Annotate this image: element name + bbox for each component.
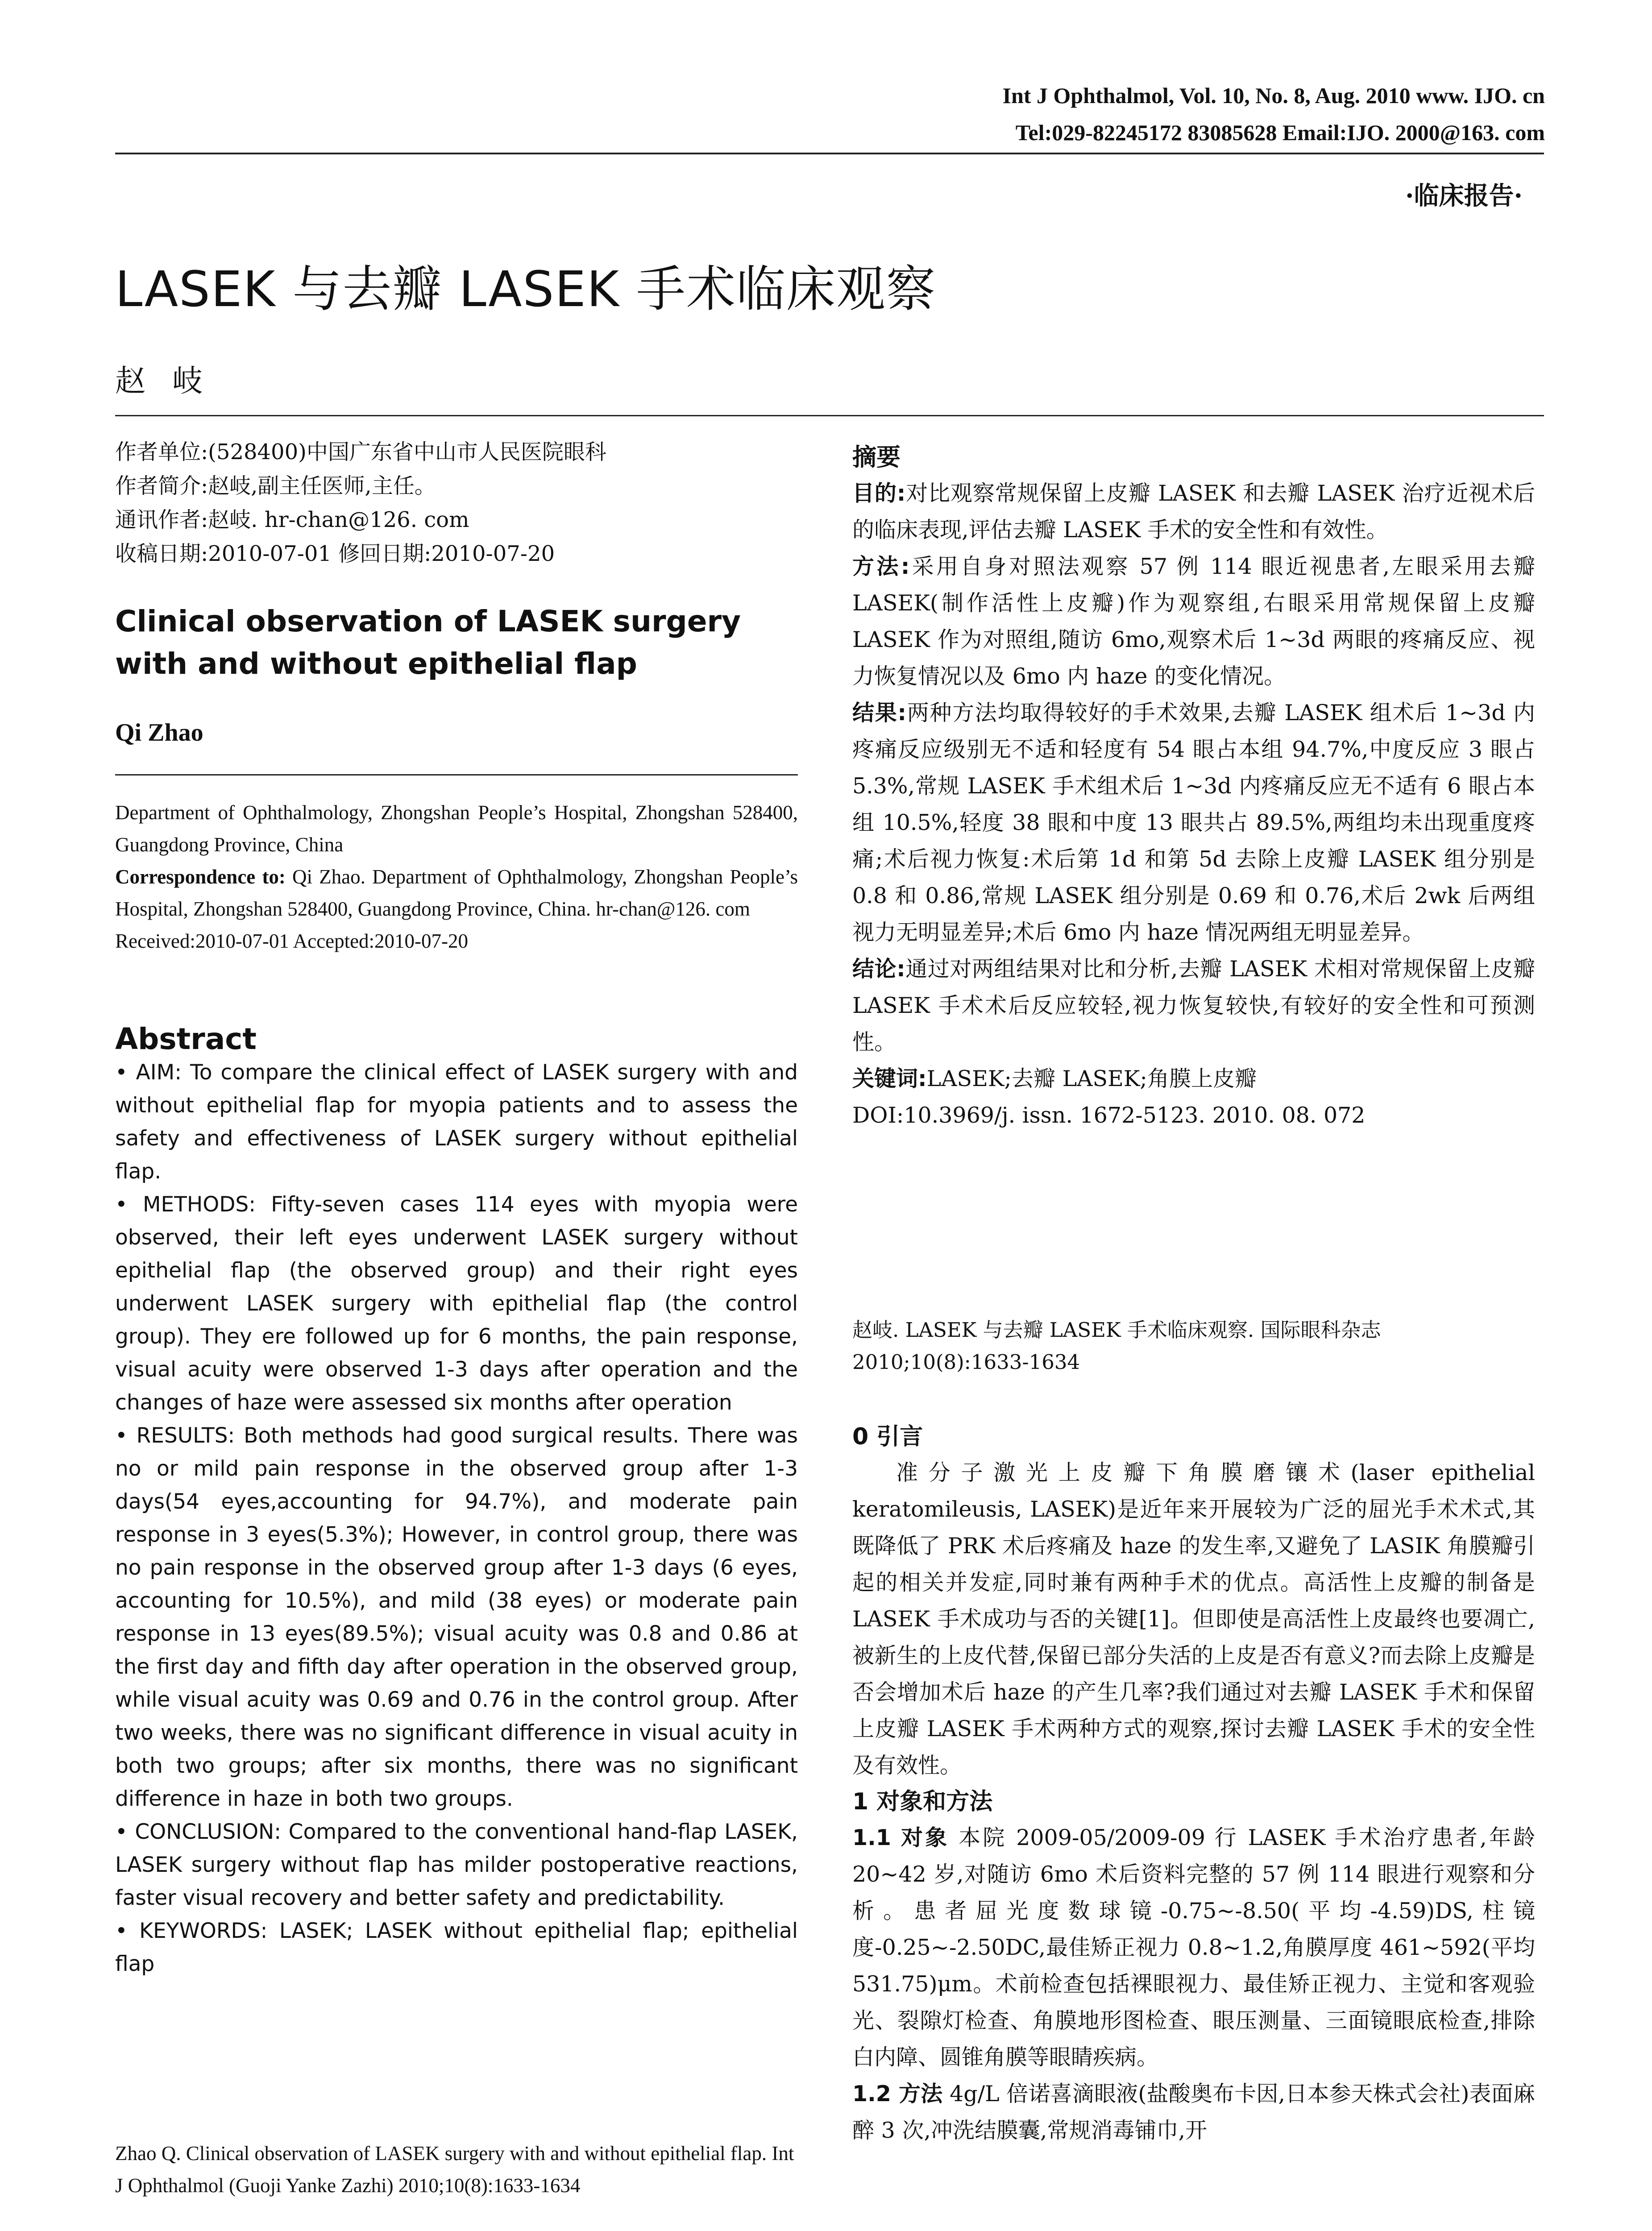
author-unit: 作者单位:(528400)中国广东省中山市人民医院眼科	[115, 440, 606, 464]
abstract-conclusion: • CONCLUSION: Compared to the conventional hand-flap LASEK, LASEK surgery without flap has milder postoperative reactions, faster visual recovery and better safety and predictability.	[115, 1820, 798, 1910]
english-author: Qi Zhao	[115, 719, 203, 746]
intro-paragraph: 准分子激光上皮瓣下角膜磨镶术(laser epithelial keratomileusis, LASEK)是近年来开展较为广泛的屈光手术术式,其既降低了 PRK 术后疼痛及 haze 的发生率,又避免了 LASIK 角膜瓣引起的相关并发症,同时兼有两种手术的优点。高活性上皮瓣的制备是 LASEK 手术成功与否的关键[1]。但即使是高活性上皮最终也要凋亡,被新生的上皮代替,保留已部分失活的上皮是否有意义?而去除上皮瓣是否会增加术后 haze 的产生几率?我们通过对去瓣 LASEK 手术和保留上皮瓣 LASEK 手术两种方式的观察,探讨去瓣 LASEK 手术的安全性及有效性。	[852, 1460, 1535, 1778]
citation-cn: 赵岐. LASEK 与去瓣 LASEK 手术临床观察. 国际眼科杂志 2010;10(8):1633-1634	[852, 1318, 1381, 1374]
corresponding-author: 通讯作者:赵岐. hr-chan@126. com	[115, 507, 469, 532]
author-meta	[115, 435, 798, 571]
results-text: 两种方法均取得较好的手术效果,去瓣 LASEK 组术后 1~3d 内疼痛反应级别无不适和轻度有 54 眼占本组 94.7%,中度反应 3 眼占 5.3%,常规 LASEK 手术组术后 1~3d 内疼痛反应无不适有 6 眼占本组 10.5%,轻度 38 眼和中度 13 眼共占 89.5%,两组均未出现重度疼痛;术后视力恢复:术后第 1d 和第 5d 去除上皮瓣 LASEK 组分别是 0.8 和 0.86,常规 LASEK 组分别是 0.69 和 0.76,术后 2wk 后两组视力无明显差异;术后 6mo 内 haze 情况两组无明显差异。	[852, 700, 1535, 945]
section12-paragraph	[852, 2076, 1535, 2149]
aim-label: 目的:	[852, 481, 906, 506]
section12-label: 1.2 方法	[852, 2081, 943, 2107]
doi: DOI:10.3969/j. issn. 1672-5123. 2010. 08. 072	[852, 1103, 1366, 1128]
citation-en: Zhao Q. Clinical observation of LASEK surgery with and without epithelial flap. Int J Ophthalmol (Guoji Yanke Zazhi) 2010;10(8):1633-1634	[115, 2142, 794, 2197]
methods-label: 方法:	[852, 554, 910, 579]
correspondence-label: Correspondence to:	[115, 866, 286, 888]
abstract-cn-aim	[852, 475, 1535, 548]
title-rule	[115, 415, 1544, 416]
intro-heading: 0 引言	[852, 1423, 923, 1450]
author-bio: 作者简介:赵岐,副主任医师,主任。	[115, 473, 436, 498]
correspondence	[115, 861, 798, 925]
page-title: LASEK 与去瓣 LASEK 手术临床观察	[115, 261, 936, 318]
abstract-cn-methods	[852, 548, 1535, 695]
methods-text: 采用自身对照法观察 57 例 114 眼近视患者,左眼采用去瓣 LASEK(制作活性上皮瓣)作为观察组,右眼采用常规保留上皮瓣 LASEK 作为对照组,随访 6mo,观察术后 1~3d 两眼的疼痛反应、视力恢复情况以及 6mo 内 haze 的变化情况。	[852, 554, 1535, 689]
abstract-keywords: • KEYWORDS: LASEK; LASEK without epithelial flap; epithelial flap	[115, 1919, 798, 1976]
keywords-text: LASEK;去瓣 LASEK;角膜上皮瓣	[926, 1066, 1257, 1091]
received-dates: 收稿日期:2010-07-01 修回日期:2010-07-20	[115, 541, 555, 566]
section11-paragraph	[852, 1820, 1535, 2076]
section11-label: 1.1 对象	[852, 1825, 950, 1850]
abstract-heading: Abstract	[115, 1022, 257, 1056]
conclusion-text: 通过对两组结果对比和分析,去瓣 LASEK 术相对常规保留上皮瓣 LASEK 手术术后反应较轻,视力恢复较快,有较好的安全性和可预测性。	[852, 956, 1535, 1055]
abstract-cn-keywords	[852, 1061, 1535, 1097]
journal-line: Int J Ophthalmol, Vol. 10, No. 8, Aug. 2010 www. IJO. cn	[1002, 83, 1545, 108]
conclusion-label: 结论:	[852, 956, 905, 982]
abstract-en	[115, 1022, 798, 1981]
abstract-methods: • METHODS: Fifty-seven cases 114 eyes with myopia were observed, their left eyes underwent LASEK surgery without epithelial flap (the observed group) and their right eyes underwent LASEK surgery with epithelial flap (the control group). They ere followed up for 6 months, the pain response, visual acuity were observed 1-3 days after operation and the changes of haze were assessed six months after operation	[115, 1192, 798, 1415]
abstract-aim: • AIM: To compare the clinical effect of LASEK surgery with and without epithelial flap for myopia patients and to assess the safety and effectiveness of LASEK surgery without epithelial flap.	[115, 1060, 798, 1184]
results-label: 结果:	[852, 700, 906, 726]
english-title: Clinical observation of LASEK surgery with and without epithelial flap	[115, 604, 741, 681]
received-accepted: Received:2010-07-01 Accepted:2010-07-20	[115, 930, 469, 952]
affiliation-block	[115, 796, 798, 957]
header-rule	[115, 153, 1544, 154]
abstract-results: • RESULTS: Both methods had good surgical results. There was no or mild pain response in the observed group after 1-3 days(54 eyes,accounting for 94.7%), and moderate pain response in 3 eyes(5.3%); However, in control group, there was no pain response in the observed group after 1-3 days (6 eyes, accounting for 10.5%), and mild (38 eyes) or moderate pain response in 13 eyes(89.5%); visual acuity was 0.8 and 0.86 at the first day and fifth day after operation in the observed group, while visual acuity was 0.69 and 0.76 in the control group. After two weeks, there was no significant difference in visual acuity in both two groups; after six months, there was no significant difference in haze in both two groups.	[115, 1423, 798, 1811]
section-tag: ·临床报告·	[1405, 181, 1523, 211]
author-rule	[115, 774, 798, 775]
abstract-cn-results	[852, 695, 1535, 951]
section12-text: 4g/L 倍诺喜滴眼液(盐酸奥布卡因,日本参天株式会社)表面麻醉 3 次,冲洗结膜囊,常规消毒铺巾,开	[852, 2081, 1535, 2143]
correspondence-text: Qi Zhao. Department of Ophthalmology, Zhongshan People’s Hospital, Zhongshan 528400, Guangdong Province, China. hr-chan@126. com	[115, 866, 798, 920]
body-text	[852, 1419, 1535, 2149]
abstract-cn-conclusion	[852, 951, 1535, 1061]
section11-text: 本院 2009-05/2009-09 行 LASEK 手术治疗患者,年龄 20~42 岁,对随访 6mo 术后资料完整的 57 例 114 眼进行观察和分析。患者屈光度数球镜-0.75~-8.50(平均-4.59)DS,柱镜度-0.25~-2.50DC,最佳矫正视力 0.8~1.2,角膜厚度 461~592(平均 531.75)μm。术前检查包括裸眼视力、最佳矫正视力、主觉和客观验光、裂隙灯检查、角膜地形图检查、眼压测量、三面镜眼底检查,排除白内障、圆锥角膜等眼睛疾病。	[852, 1825, 1536, 2070]
affiliation: Department of Ophthalmology, Zhongshan People’s Hospital, Zhongshan 528400, Guangdong Province, China	[115, 801, 798, 856]
aim-text: 对比观察常规保留上皮瓣 LASEK 和去瓣 LASEK 治疗近视术后的临床表现,评估去瓣 LASEK 手术的安全性和有效性。	[852, 481, 1535, 543]
author-cn: 赵岐	[115, 364, 230, 399]
contact-line: Tel:029-82245172 83085628 Email:IJO. 2000@163. com	[1015, 120, 1545, 145]
section1-heading: 1 对象和方法	[852, 1788, 993, 1815]
abstract-cn	[852, 440, 1535, 1134]
keywords-label: 关键词:	[852, 1066, 927, 1091]
abstract-cn-heading: 摘要	[852, 443, 901, 471]
